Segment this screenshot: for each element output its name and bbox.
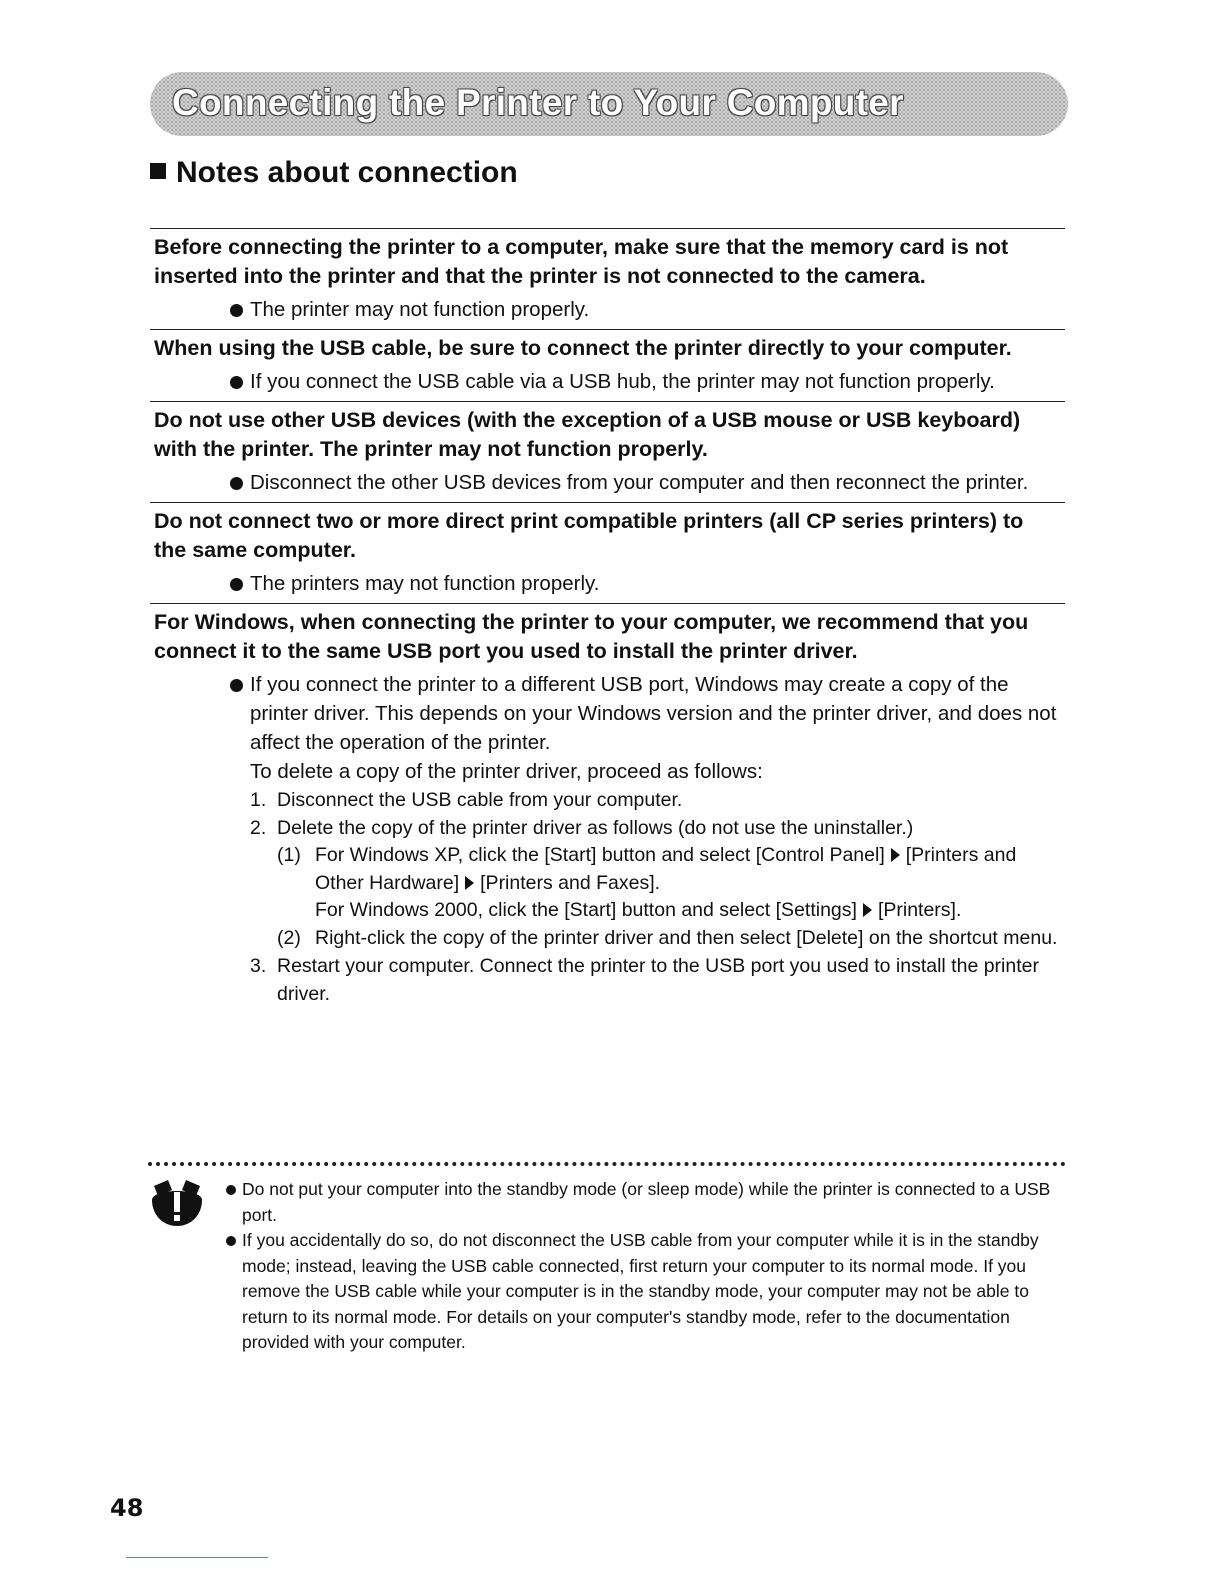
note-body — [230, 295, 1061, 324]
note-body — [230, 569, 1061, 598]
path-part: [Printers and Faxes]. — [480, 871, 661, 894]
arrow-right-icon — [891, 848, 900, 862]
substeps — [277, 842, 1061, 952]
substep-text — [315, 925, 1057, 953]
note-body-text: Disconnect the other USB devices from your computer and then reconnect the printer. — [250, 471, 1029, 494]
section-heading — [150, 156, 518, 190]
bullet-icon — [226, 1236, 236, 1246]
caution-text: Do not put your computer into the standby mode (or sleep mode) while the printer is connected to a USB port. — [242, 1179, 1051, 1225]
windows-xp-path — [315, 842, 1061, 897]
square-bullet-icon — [150, 163, 166, 179]
path-part: [Printers]. — [877, 899, 962, 921]
step-item — [250, 814, 1061, 842]
caution-item — [226, 1228, 1068, 1356]
note-body-text: If you connect the USB cable via a USB hub, the printer may not function properly. — [250, 370, 995, 393]
step-text: Disconnect the USB cable from your computer. — [277, 789, 683, 811]
note-title: Do not use other USB devices (with the exception of a USB mouse or USB keyboard) with the printer. The printer may not function properly. — [154, 408, 1021, 461]
section-heading-text: Notes about connection — [176, 156, 518, 189]
path-part: For Windows 2000, click the [Start] button and select [Settings] — [315, 899, 857, 921]
note-body-text: The printers may not function properly. — [250, 572, 600, 595]
bullet-icon — [230, 477, 243, 490]
arrow-right-icon — [863, 903, 872, 917]
substep-item — [277, 925, 1061, 953]
substep-number: (2) — [277, 926, 301, 949]
caution-icon — [148, 1180, 206, 1228]
delete-copy-intro: To delete a copy of the printer driver, proceed as follows: — [250, 760, 763, 783]
page-title: Connecting the Printer to Your Computer — [172, 82, 904, 123]
note-body — [230, 367, 1061, 396]
bullet-icon — [230, 679, 243, 692]
note-title: Do not connect two or more direct print compatible printers (all CP series printers) to the same computer. — [154, 509, 1024, 562]
substep-number: (1) — [277, 844, 301, 866]
step-item — [250, 786, 1061, 814]
bullet-icon — [230, 578, 243, 591]
bullet-icon — [226, 1185, 236, 1195]
arrow-right-icon — [465, 876, 474, 890]
note-body — [230, 670, 1061, 1008]
substep-text — [315, 842, 1061, 925]
bullet-icon — [230, 376, 243, 389]
step-item — [250, 952, 1061, 1008]
step-text: Delete the copy of the printer driver as follows (do not use the uninstaller.) — [277, 817, 914, 839]
note-title: When using the USB cable, be sure to connect the printer directly to your computer. — [154, 336, 1012, 360]
windows-2000-path — [315, 897, 1061, 925]
path-part: [Printers and Other Hardware] — [315, 844, 1017, 894]
footer-rule — [126, 1557, 268, 1558]
note-title: For Windows, when connecting the printer to your computer, we recommend that you connect it to the same USB port you used to install the printer driver. — [154, 610, 1029, 663]
note-item — [150, 603, 1065, 1013]
caution-text: If you accidentally do so, do not disconnect the USB cable from your computer while it is in the standby mode; instead, leaving the USB cable connected, first return your computer to its normal mode. If you remove the USB cable while your computer is in the standby mode, your computer may not be able to return to its normal mode. For details on your computer's standby mode, refer to the documentation provided with your computer. — [242, 1230, 1039, 1352]
bullet-icon — [230, 304, 243, 317]
step-text: Restart your computer. Connect the printer to the USB port you used to install the printer driver. — [277, 955, 1039, 1005]
page-number: 48 — [110, 1494, 144, 1522]
step-number: 1. — [250, 789, 267, 811]
step-number: 3. — [250, 955, 267, 977]
note-item — [150, 502, 1065, 603]
procedure-steps — [250, 786, 1061, 1008]
path-part: For Windows XP, click the [Start] button and select [Control Panel] — [315, 844, 885, 866]
caution-item — [226, 1177, 1068, 1228]
note-item — [150, 329, 1065, 401]
step-number: 2. — [250, 817, 267, 839]
substep-text-line: Right-click the copy of the printer driver and then select [Delete] on the shortcut menu. — [315, 926, 1058, 949]
notes-list — [150, 228, 1065, 1013]
note-body-text: If you connect the printer to a different USB port, Windows may create a copy of the printer driver. This depends on your Windows version and the printer driver, and does not affect the operation of the printer. — [250, 673, 1057, 754]
note-body-text: The printer may not function properly. — [250, 298, 590, 321]
title-banner — [150, 72, 1068, 136]
caution-list — [226, 1177, 1068, 1356]
dotted-divider — [148, 1162, 1066, 1166]
note-body — [230, 468, 1061, 497]
note-item — [150, 228, 1065, 329]
note-title: Before connecting the printer to a computer, make sure that the memory card is not inserted into the printer and that the printer is not connected to the camera. — [154, 235, 1009, 288]
note-item — [150, 401, 1065, 502]
substep-item — [277, 842, 1061, 925]
